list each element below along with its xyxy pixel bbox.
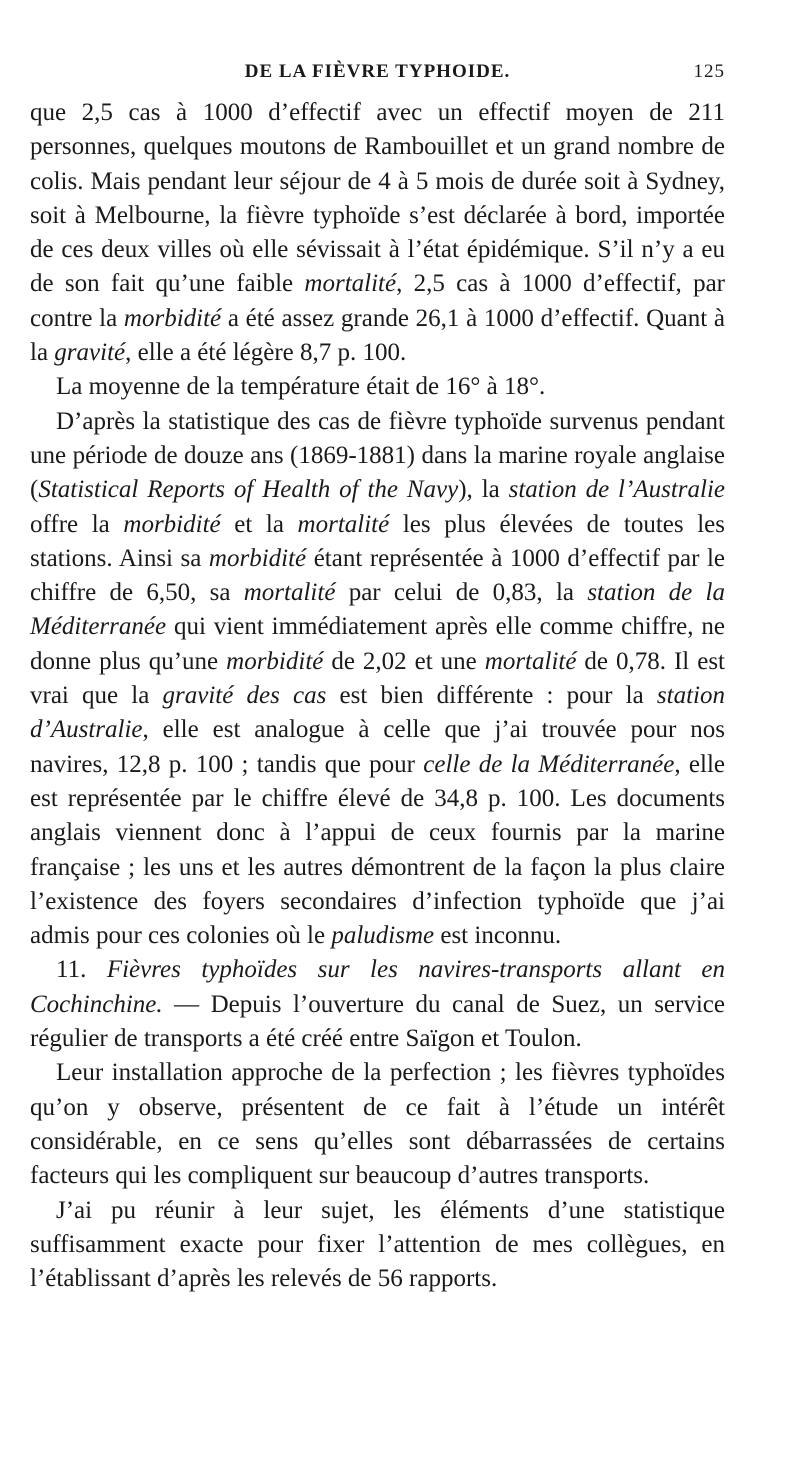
running-header xyxy=(30,52,725,92)
italic-text-run: celle de la Méditerranée xyxy=(423,750,675,778)
text-run: — Depuis l’ouverture du canal de Suez, un service régulier de transports a été créé entre Saïgon et Toulon. xyxy=(30,990,725,1053)
text-run: , elle a été légère 8,7 p. 100. xyxy=(125,339,407,367)
text-run: J’ai pu réunir à leur sujet, les éléments d’une statistique suffisamment exacte pour fixer l’attention de mes collègues, en l’établissant d’après les relevés de 56 rapports. xyxy=(30,1196,725,1293)
paragraph xyxy=(30,1194,725,1297)
italic-text-run: mortalité xyxy=(297,510,390,538)
italic-text-run: morbidité xyxy=(208,544,307,572)
text-run: , 2,5 cas à 1000 d’effectif, par contre la xyxy=(30,270,726,332)
book-page xyxy=(30,52,725,1296)
text-run: 11. xyxy=(56,956,107,984)
text-run: de 2,02 et une xyxy=(323,647,485,675)
text-run: les plus élevées de toutes les stations. Ainsi sa xyxy=(30,510,725,572)
paragraph xyxy=(30,405,725,954)
text-run: a été assez grande 26,1 à 1000 d’effectif. Quant à la xyxy=(30,304,725,367)
text-run: Leur installation approche de la perfection ; les fièvres typhoïdes qu’on y observe, présentent de ce fait à l’étude un intérêt considérable, en ce sens qu’elles sont débarrassées de certains facteurs qui les compliquent sur beaucoup d’autres transports. xyxy=(30,1059,725,1190)
text-run: , elle est analogue à celle que j’ai trouvée pour nos navires, 12,8 p. 100 ; tandis que pour xyxy=(30,716,725,778)
italic-text-run: Statistical Reports of Health of the Navy xyxy=(38,476,459,504)
text-run: est bien différente : pour la xyxy=(326,682,657,710)
text-run: offre la xyxy=(30,510,124,538)
paragraph xyxy=(30,953,725,1056)
paragraph xyxy=(30,96,725,370)
text-run: est inconnu. xyxy=(434,922,562,950)
text-run: qui vient immédiatement après elle comme chiffre, ne donne plus qu’une xyxy=(30,613,725,675)
text-run: et la xyxy=(220,510,298,538)
italic-text-run: paludisme xyxy=(331,922,435,950)
italic-text-run: mortalité xyxy=(484,647,577,675)
text-run: La moyenne de la température était de 16° à 18°. xyxy=(56,373,546,401)
italic-text-run: Fièvres typhoïdes sur les navires-transports allant en Cochinchine. xyxy=(30,956,726,1018)
text-run: , elle est représentée par le chiffre élevé de 34,8 p. 100. Les documents anglais viennent donc à l’appui de ceux fournis par la marine française ; les uns et les autres démontrent de la façon la plus claire l’existence des foyers secondaires d’infection typhoïde que j’ai admis pour ces colonies où le xyxy=(30,750,725,950)
text-run: que 2,5 cas à 1000 d’effectif avec un effectif moyen de 211 personnes, quelques moutons de Rambouillet et un grand nombre de colis. Mais pendant leur séjour de 4 à 5 mois de durée soit à Sydney, soit à Melbourne, la fièvre typhoïde s’est déclarée à bord, importée de ces deux villes où elle sévissait à l’état épidémique. S’il n’y a eu de son fait qu’une faible xyxy=(30,99,725,298)
italic-text-run: station de la Méditerranée xyxy=(30,579,725,641)
paragraph xyxy=(30,370,725,404)
italic-text-run: mortalité xyxy=(243,579,336,607)
italic-text-run: morbidité xyxy=(123,510,221,538)
text-run: étant représentée à 1000 d’effectif par le chiffre de 6,50, sa xyxy=(30,544,725,607)
text-run: de 0,78. Il est vrai que la xyxy=(30,647,726,710)
text-run: par celui de 0,83, la xyxy=(335,579,588,607)
italic-text-run: gravité des cas xyxy=(162,682,327,710)
paragraph xyxy=(30,1056,725,1193)
italic-text-run: station d’Australie xyxy=(30,682,725,744)
italic-text-run: morbidité xyxy=(226,647,324,675)
text-run: D’après la statistique des cas de fièvre typhoïde survenus pendant une période de douze ans (1869-1881) dans la marine royale anglaise ( xyxy=(30,407,725,504)
italic-text-run: morbidité xyxy=(123,304,222,332)
running-title: DE LA FIÈVRE TYPHOIDE. xyxy=(244,61,511,82)
text-run: ), la xyxy=(458,476,509,504)
italic-text-run: station de l’Australie xyxy=(508,476,725,504)
italic-text-run: mortalité xyxy=(304,270,397,298)
italic-text-run: gravité xyxy=(54,339,126,367)
page-number: 125 xyxy=(693,61,725,82)
